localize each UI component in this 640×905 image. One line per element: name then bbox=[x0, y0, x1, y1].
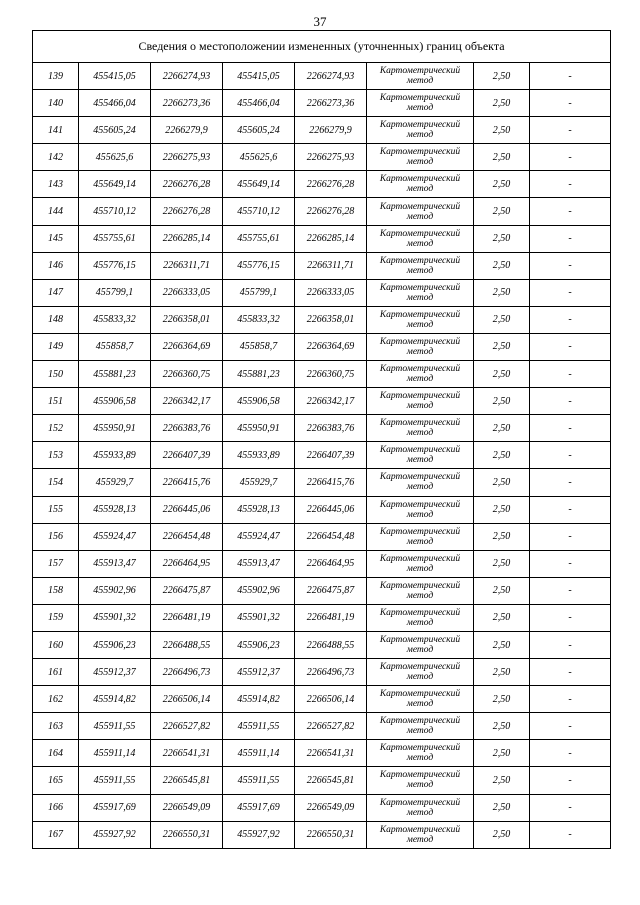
note-cell: - bbox=[530, 279, 611, 306]
note-cell: - bbox=[530, 63, 611, 90]
new-x-cell: 455929,7 bbox=[223, 469, 295, 496]
existing-y-cell: 2266475,87 bbox=[151, 577, 223, 604]
existing-y-cell: 2266279,9 bbox=[151, 117, 223, 144]
note-cell: - bbox=[530, 496, 611, 523]
note-cell: - bbox=[530, 550, 611, 577]
table-row bbox=[33, 740, 611, 767]
point-number-cell: 159 bbox=[33, 604, 79, 631]
new-y-cell: 2266285,14 bbox=[295, 225, 367, 252]
existing-x-cell: 455933,89 bbox=[79, 442, 151, 469]
new-y-cell: 2266364,69 bbox=[295, 333, 367, 360]
note-cell: - bbox=[530, 713, 611, 740]
new-x-cell: 455799,1 bbox=[223, 279, 295, 306]
new-y-cell: 2266360,75 bbox=[295, 361, 367, 388]
accuracy-cell: 2,50 bbox=[474, 496, 530, 523]
new-y-cell: 2266549,09 bbox=[295, 794, 367, 821]
existing-x-cell: 455911,55 bbox=[79, 713, 151, 740]
new-x-cell: 455902,96 bbox=[223, 577, 295, 604]
table-row bbox=[33, 306, 611, 333]
accuracy-cell: 2,50 bbox=[474, 63, 530, 90]
existing-y-cell: 2266274,93 bbox=[151, 63, 223, 90]
existing-x-cell: 455927,92 bbox=[79, 821, 151, 848]
existing-y-cell: 2266333,05 bbox=[151, 279, 223, 306]
accuracy-cell: 2,50 bbox=[474, 577, 530, 604]
new-x-cell: 455906,58 bbox=[223, 388, 295, 415]
new-y-cell: 2266475,87 bbox=[295, 577, 367, 604]
point-number-cell: 154 bbox=[33, 469, 79, 496]
note-cell: - bbox=[530, 604, 611, 631]
table-row bbox=[33, 198, 611, 225]
existing-y-cell: 2266445,06 bbox=[151, 496, 223, 523]
existing-x-cell: 455901,32 bbox=[79, 604, 151, 631]
method-cell: Картометрический метод bbox=[367, 740, 474, 767]
existing-y-cell: 2266488,55 bbox=[151, 631, 223, 658]
table-row bbox=[33, 442, 611, 469]
new-x-cell: 455625,6 bbox=[223, 144, 295, 171]
existing-x-cell: 455917,69 bbox=[79, 794, 151, 821]
point-number-cell: 149 bbox=[33, 333, 79, 360]
note-cell: - bbox=[530, 144, 611, 171]
existing-y-cell: 2266481,19 bbox=[151, 604, 223, 631]
point-number-cell: 158 bbox=[33, 577, 79, 604]
note-cell: - bbox=[530, 361, 611, 388]
accuracy-cell: 2,50 bbox=[474, 713, 530, 740]
point-number-cell: 140 bbox=[33, 90, 79, 117]
note-cell: - bbox=[530, 469, 611, 496]
point-number-cell: 160 bbox=[33, 631, 79, 658]
existing-x-cell: 455466,04 bbox=[79, 90, 151, 117]
method-cell: Картометрический метод bbox=[367, 252, 474, 279]
new-x-cell: 455911,55 bbox=[223, 767, 295, 794]
accuracy-cell: 2,50 bbox=[474, 523, 530, 550]
existing-y-cell: 2266364,69 bbox=[151, 333, 223, 360]
existing-x-cell: 455912,37 bbox=[79, 659, 151, 686]
table-row bbox=[33, 713, 611, 740]
new-x-cell: 455776,15 bbox=[223, 252, 295, 279]
existing-y-cell: 2266550,31 bbox=[151, 821, 223, 848]
method-cell: Картометрический метод bbox=[367, 333, 474, 360]
existing-x-cell: 455906,23 bbox=[79, 631, 151, 658]
note-cell: - bbox=[530, 252, 611, 279]
point-number-cell: 166 bbox=[33, 794, 79, 821]
existing-y-cell: 2266360,75 bbox=[151, 361, 223, 388]
method-cell: Картометрический метод bbox=[367, 550, 474, 577]
table-row bbox=[33, 144, 611, 171]
point-number-cell: 156 bbox=[33, 523, 79, 550]
table-row bbox=[33, 550, 611, 577]
note-cell: - bbox=[530, 90, 611, 117]
new-x-cell: 455901,32 bbox=[223, 604, 295, 631]
new-y-cell: 2266275,93 bbox=[295, 144, 367, 171]
point-number-cell: 142 bbox=[33, 144, 79, 171]
table-row bbox=[33, 659, 611, 686]
new-y-cell: 2266488,55 bbox=[295, 631, 367, 658]
note-cell: - bbox=[530, 333, 611, 360]
point-number-cell: 164 bbox=[33, 740, 79, 767]
table-row bbox=[33, 821, 611, 848]
new-x-cell: 455933,89 bbox=[223, 442, 295, 469]
point-number-cell: 157 bbox=[33, 550, 79, 577]
accuracy-cell: 2,50 bbox=[474, 361, 530, 388]
existing-y-cell: 2266311,71 bbox=[151, 252, 223, 279]
existing-x-cell: 455950,91 bbox=[79, 415, 151, 442]
accuracy-cell: 2,50 bbox=[474, 659, 530, 686]
point-number-cell: 161 bbox=[33, 659, 79, 686]
accuracy-cell: 2,50 bbox=[474, 144, 530, 171]
note-cell: - bbox=[530, 415, 611, 442]
existing-y-cell: 2266276,28 bbox=[151, 171, 223, 198]
point-number-cell: 147 bbox=[33, 279, 79, 306]
existing-x-cell: 455858,7 bbox=[79, 333, 151, 360]
method-cell: Картометрический метод bbox=[367, 713, 474, 740]
existing-y-cell: 2266496,73 bbox=[151, 659, 223, 686]
method-cell: Картометрический метод bbox=[367, 686, 474, 713]
new-x-cell: 455927,92 bbox=[223, 821, 295, 848]
note-cell: - bbox=[530, 821, 611, 848]
accuracy-cell: 2,50 bbox=[474, 198, 530, 225]
existing-y-cell: 2266415,76 bbox=[151, 469, 223, 496]
point-number-cell: 139 bbox=[33, 63, 79, 90]
existing-y-cell: 2266464,95 bbox=[151, 550, 223, 577]
existing-x-cell: 455710,12 bbox=[79, 198, 151, 225]
new-y-cell: 2266276,28 bbox=[295, 198, 367, 225]
existing-x-cell: 455776,15 bbox=[79, 252, 151, 279]
method-cell: Картометрический метод bbox=[367, 361, 474, 388]
boundary-table-container bbox=[32, 30, 610, 849]
page-number: 37 bbox=[313, 14, 327, 29]
new-x-cell: 455914,82 bbox=[223, 686, 295, 713]
point-number-cell: 150 bbox=[33, 361, 79, 388]
point-number-cell: 152 bbox=[33, 415, 79, 442]
accuracy-cell: 2,50 bbox=[474, 442, 530, 469]
method-cell: Картометрический метод bbox=[367, 577, 474, 604]
table-row bbox=[33, 63, 611, 90]
new-x-cell: 455913,47 bbox=[223, 550, 295, 577]
existing-y-cell: 2266285,14 bbox=[151, 225, 223, 252]
accuracy-cell: 2,50 bbox=[474, 306, 530, 333]
table-row bbox=[33, 279, 611, 306]
note-cell: - bbox=[530, 523, 611, 550]
existing-y-cell: 2266527,82 bbox=[151, 713, 223, 740]
new-y-cell: 2266415,76 bbox=[295, 469, 367, 496]
existing-y-cell: 2266407,39 bbox=[151, 442, 223, 469]
new-y-cell: 2266454,48 bbox=[295, 523, 367, 550]
table-row bbox=[33, 171, 611, 198]
accuracy-cell: 2,50 bbox=[474, 415, 530, 442]
new-x-cell: 455858,7 bbox=[223, 333, 295, 360]
existing-y-cell: 2266275,93 bbox=[151, 144, 223, 171]
new-y-cell: 2266496,73 bbox=[295, 659, 367, 686]
method-cell: Картометрический метод bbox=[367, 442, 474, 469]
table-row bbox=[33, 388, 611, 415]
note-cell: - bbox=[530, 686, 611, 713]
table-row bbox=[33, 794, 611, 821]
method-cell: Картометрический метод bbox=[367, 225, 474, 252]
new-x-cell: 455466,04 bbox=[223, 90, 295, 117]
method-cell: Картометрический метод bbox=[367, 90, 474, 117]
new-y-cell: 2266333,05 bbox=[295, 279, 367, 306]
method-cell: Картометрический метод bbox=[367, 144, 474, 171]
method-cell: Картометрический метод bbox=[367, 604, 474, 631]
existing-x-cell: 455415,05 bbox=[79, 63, 151, 90]
existing-y-cell: 2266506,14 bbox=[151, 686, 223, 713]
point-number-cell: 165 bbox=[33, 767, 79, 794]
note-cell: - bbox=[530, 794, 611, 821]
method-cell: Картометрический метод bbox=[367, 767, 474, 794]
table-row bbox=[33, 252, 611, 279]
accuracy-cell: 2,50 bbox=[474, 252, 530, 279]
existing-x-cell: 455881,23 bbox=[79, 361, 151, 388]
table-row bbox=[33, 604, 611, 631]
table-caption-row bbox=[33, 31, 611, 63]
point-number-cell: 141 bbox=[33, 117, 79, 144]
accuracy-cell: 2,50 bbox=[474, 279, 530, 306]
accuracy-cell: 2,50 bbox=[474, 469, 530, 496]
new-y-cell: 2266481,19 bbox=[295, 604, 367, 631]
table-row bbox=[33, 767, 611, 794]
point-number-cell: 167 bbox=[33, 821, 79, 848]
method-cell: Картометрический метод bbox=[367, 279, 474, 306]
table-row bbox=[33, 415, 611, 442]
existing-x-cell: 455605,24 bbox=[79, 117, 151, 144]
new-x-cell: 455950,91 bbox=[223, 415, 295, 442]
point-number-cell: 155 bbox=[33, 496, 79, 523]
new-y-cell: 2266383,76 bbox=[295, 415, 367, 442]
new-y-cell: 2266464,95 bbox=[295, 550, 367, 577]
method-cell: Картометрический метод bbox=[367, 821, 474, 848]
point-number-cell: 151 bbox=[33, 388, 79, 415]
method-cell: Картометрический метод bbox=[367, 496, 474, 523]
table-row bbox=[33, 333, 611, 360]
note-cell: - bbox=[530, 767, 611, 794]
existing-y-cell: 2266541,31 bbox=[151, 740, 223, 767]
existing-y-cell: 2266545,81 bbox=[151, 767, 223, 794]
table-caption: Сведения о местоположении измененных (уточненных) границ объекта bbox=[33, 31, 611, 63]
accuracy-cell: 2,50 bbox=[474, 631, 530, 658]
method-cell: Картометрический метод bbox=[367, 63, 474, 90]
existing-x-cell: 455625,6 bbox=[79, 144, 151, 171]
table-row bbox=[33, 686, 611, 713]
existing-y-cell: 2266342,17 bbox=[151, 388, 223, 415]
note-cell: - bbox=[530, 306, 611, 333]
note-cell: - bbox=[530, 198, 611, 225]
note-cell: - bbox=[530, 659, 611, 686]
note-cell: - bbox=[530, 631, 611, 658]
existing-x-cell: 455924,47 bbox=[79, 523, 151, 550]
note-cell: - bbox=[530, 171, 611, 198]
point-number-cell: 162 bbox=[33, 686, 79, 713]
table-row bbox=[33, 469, 611, 496]
new-y-cell: 2266506,14 bbox=[295, 686, 367, 713]
new-y-cell: 2266358,01 bbox=[295, 306, 367, 333]
new-y-cell: 2266274,93 bbox=[295, 63, 367, 90]
existing-x-cell: 455911,55 bbox=[79, 767, 151, 794]
accuracy-cell: 2,50 bbox=[474, 117, 530, 144]
existing-x-cell: 455929,7 bbox=[79, 469, 151, 496]
table-row bbox=[33, 496, 611, 523]
existing-x-cell: 455833,32 bbox=[79, 306, 151, 333]
existing-y-cell: 2266454,48 bbox=[151, 523, 223, 550]
table-row bbox=[33, 361, 611, 388]
note-cell: - bbox=[530, 388, 611, 415]
new-y-cell: 2266276,28 bbox=[295, 171, 367, 198]
existing-y-cell: 2266276,28 bbox=[151, 198, 223, 225]
method-cell: Картометрический метод bbox=[367, 198, 474, 225]
point-number-cell: 163 bbox=[33, 713, 79, 740]
note-cell: - bbox=[530, 740, 611, 767]
note-cell: - bbox=[530, 117, 611, 144]
note-cell: - bbox=[530, 577, 611, 604]
new-x-cell: 455911,14 bbox=[223, 740, 295, 767]
existing-x-cell: 455799,1 bbox=[79, 279, 151, 306]
table-row bbox=[33, 577, 611, 604]
new-x-cell: 455917,69 bbox=[223, 794, 295, 821]
existing-x-cell: 455911,14 bbox=[79, 740, 151, 767]
new-y-cell: 2266545,81 bbox=[295, 767, 367, 794]
new-x-cell: 455911,55 bbox=[223, 713, 295, 740]
new-y-cell: 2266273,36 bbox=[295, 90, 367, 117]
new-x-cell: 455906,23 bbox=[223, 631, 295, 658]
point-number-cell: 143 bbox=[33, 171, 79, 198]
method-cell: Картометрический метод bbox=[367, 117, 474, 144]
accuracy-cell: 2,50 bbox=[474, 333, 530, 360]
method-cell: Картометрический метод bbox=[367, 171, 474, 198]
accuracy-cell: 2,50 bbox=[474, 225, 530, 252]
new-x-cell: 455649,14 bbox=[223, 171, 295, 198]
new-y-cell: 2266527,82 bbox=[295, 713, 367, 740]
existing-y-cell: 2266383,76 bbox=[151, 415, 223, 442]
note-cell: - bbox=[530, 225, 611, 252]
method-cell: Картометрический метод bbox=[367, 306, 474, 333]
point-number-cell: 148 bbox=[33, 306, 79, 333]
new-x-cell: 455415,05 bbox=[223, 63, 295, 90]
existing-x-cell: 455913,47 bbox=[79, 550, 151, 577]
point-number-cell: 144 bbox=[33, 198, 79, 225]
accuracy-cell: 2,50 bbox=[474, 767, 530, 794]
table-body bbox=[33, 63, 611, 849]
accuracy-cell: 2,50 bbox=[474, 740, 530, 767]
new-x-cell: 455924,47 bbox=[223, 523, 295, 550]
new-x-cell: 455912,37 bbox=[223, 659, 295, 686]
boundary-coordinates-table bbox=[32, 30, 611, 849]
method-cell: Картометрический метод bbox=[367, 469, 474, 496]
table-row bbox=[33, 225, 611, 252]
point-number-cell: 153 bbox=[33, 442, 79, 469]
method-cell: Картометрический метод bbox=[367, 523, 474, 550]
new-y-cell: 2266311,71 bbox=[295, 252, 367, 279]
existing-x-cell: 455902,96 bbox=[79, 577, 151, 604]
accuracy-cell: 2,50 bbox=[474, 90, 530, 117]
new-x-cell: 455605,24 bbox=[223, 117, 295, 144]
new-y-cell: 2266550,31 bbox=[295, 821, 367, 848]
new-y-cell: 2266541,31 bbox=[295, 740, 367, 767]
existing-x-cell: 455755,61 bbox=[79, 225, 151, 252]
accuracy-cell: 2,50 bbox=[474, 171, 530, 198]
method-cell: Картометрический метод bbox=[367, 631, 474, 658]
existing-x-cell: 455928,13 bbox=[79, 496, 151, 523]
note-cell: - bbox=[530, 442, 611, 469]
point-number-cell: 145 bbox=[33, 225, 79, 252]
accuracy-cell: 2,50 bbox=[474, 821, 530, 848]
method-cell: Картометрический метод bbox=[367, 659, 474, 686]
existing-y-cell: 2266358,01 bbox=[151, 306, 223, 333]
new-x-cell: 455928,13 bbox=[223, 496, 295, 523]
accuracy-cell: 2,50 bbox=[474, 604, 530, 631]
existing-x-cell: 455649,14 bbox=[79, 171, 151, 198]
new-y-cell: 2266445,06 bbox=[295, 496, 367, 523]
accuracy-cell: 2,50 bbox=[474, 794, 530, 821]
table-row bbox=[33, 90, 611, 117]
existing-y-cell: 2266549,09 bbox=[151, 794, 223, 821]
accuracy-cell: 2,50 bbox=[474, 550, 530, 577]
table-row bbox=[33, 523, 611, 550]
method-cell: Картометрический метод bbox=[367, 794, 474, 821]
new-x-cell: 455881,23 bbox=[223, 361, 295, 388]
table-row bbox=[33, 117, 611, 144]
existing-x-cell: 455914,82 bbox=[79, 686, 151, 713]
accuracy-cell: 2,50 bbox=[474, 686, 530, 713]
new-y-cell: 2266407,39 bbox=[295, 442, 367, 469]
method-cell: Картометрический метод bbox=[367, 388, 474, 415]
new-x-cell: 455833,32 bbox=[223, 306, 295, 333]
point-number-cell: 146 bbox=[33, 252, 79, 279]
accuracy-cell: 2,50 bbox=[474, 388, 530, 415]
method-cell: Картометрический метод bbox=[367, 415, 474, 442]
existing-y-cell: 2266273,36 bbox=[151, 90, 223, 117]
table-row bbox=[33, 631, 611, 658]
new-x-cell: 455755,61 bbox=[223, 225, 295, 252]
new-y-cell: 2266279,9 bbox=[295, 117, 367, 144]
existing-x-cell: 455906,58 bbox=[79, 388, 151, 415]
new-x-cell: 455710,12 bbox=[223, 198, 295, 225]
new-y-cell: 2266342,17 bbox=[295, 388, 367, 415]
